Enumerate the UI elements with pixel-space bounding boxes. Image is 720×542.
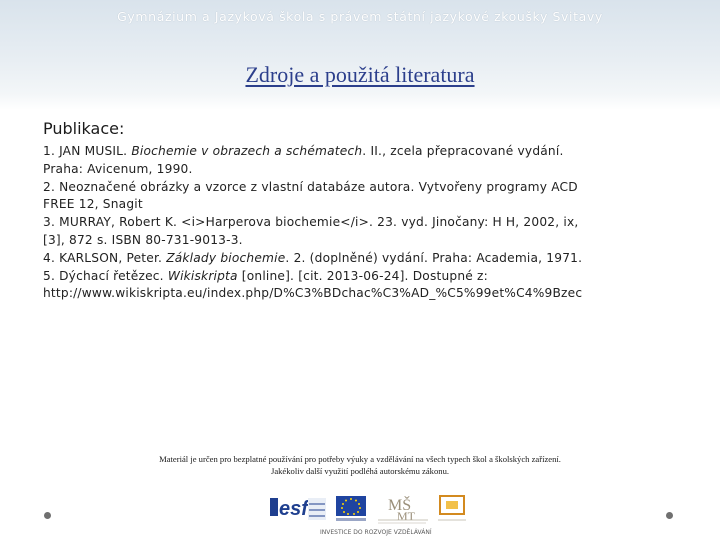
- reference-line: Praha: Avicenum, 1990.: [43, 161, 693, 179]
- svg-text:MT: MT: [397, 509, 416, 523]
- page-title: Zdroje a použitá literatura: [0, 62, 720, 88]
- logo-strip: [268, 490, 468, 538]
- logo-strip-graphic: [268, 490, 468, 538]
- reference-line: 4. KARLSON, Peter. Základy biochemie. 2. (doplněné) vydání. Praha: Academia, 1971.: [43, 250, 693, 268]
- svg-text:esf: esf: [279, 498, 310, 520]
- reference-line: 5. Dýchací řetězec. Wikiskripta [online]. [cit. 2013-06-24]. Dostupné z:: [43, 268, 693, 286]
- reference-line: [3], 872 s. ISBN 80-731-9013-3.: [43, 232, 693, 250]
- reference-line: FREE 12, Snagit: [43, 196, 693, 214]
- left-dot: [44, 512, 51, 519]
- school-name: Gymnázium a Jazyková škola s právem státní jazykové zkoušky Svitavy: [0, 9, 720, 24]
- svg-text:MŠ: MŠ: [388, 495, 411, 514]
- op-logo-icon: [438, 496, 466, 520]
- msmt-logo-icon: [378, 495, 428, 523]
- right-dot: [666, 512, 673, 519]
- license-note: [0, 453, 720, 477]
- reference-line: 2. Neoznačené obrázky a vzorce z vlastní databáze autora. Vytvořeny programy ACD: [43, 179, 693, 197]
- license-note-line: Materiál je určen pro bezplatné používání pro potřeby výuky a vzdělávání na všech typech škol a školských zařízení.: [0, 453, 720, 465]
- reference-list: [43, 143, 693, 303]
- reference-link[interactable]: http://www.wikiskripta.eu/index.php/D%C3%BDchac%C3%AD_%C5%99et%C4%9Bzec: [43, 285, 693, 303]
- eu-flag-icon: [336, 496, 366, 521]
- reference-line: 1. JAN MUSIL. Biochemie v obrazech a schématech. II., zcela přepracované vydání.: [43, 143, 693, 161]
- esf-logo-icon: [270, 498, 326, 520]
- license-note-line: Jakékoliv další využití podléhá autorskému zákonu.: [0, 465, 720, 477]
- logo-strip-caption: INVESTICE DO ROZVOJE VZDĚLÁVÁNÍ: [320, 528, 432, 536]
- reference-line: 3. MURRAY, Robert K. <i>Harperova biochemie</i>. 23. vyd. Jinočany: H H, 2002, ix,: [43, 214, 693, 232]
- section-label: Publikace:: [43, 119, 124, 138]
